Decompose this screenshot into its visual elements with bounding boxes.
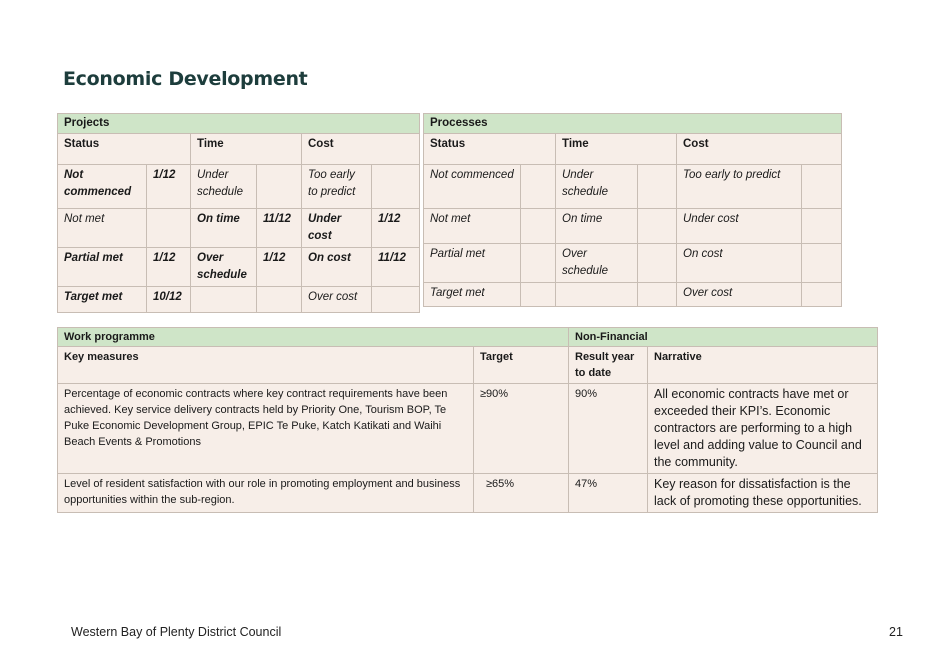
processes-col-status: Status <box>424 134 556 165</box>
status-cell: Not commenced <box>58 165 147 209</box>
status-cell: Not met <box>424 209 521 244</box>
status-count <box>521 283 556 307</box>
status-count <box>521 165 556 209</box>
measure-cell: Percentage of economic contracts where key contract requirements have been achieved. Key service delivery contracts held by Priority One, Tourism BOP, Te Puke Economic Development Group, EPIC Te Puke, Katch Katikati and Waihi Beach Events & Promotions <box>58 384 474 474</box>
projects-col-time: Time <box>191 134 302 165</box>
cost-cell: On cost <box>677 244 802 283</box>
time-count <box>257 287 302 313</box>
cost-cell: Under cost <box>677 209 802 244</box>
processes-header: Processes <box>424 114 842 134</box>
cost-count <box>802 244 842 283</box>
status-count: 10/12 <box>147 287 191 313</box>
status-count <box>147 209 191 248</box>
time-cell: Over schedule <box>556 244 638 283</box>
time-count <box>257 165 302 209</box>
footer-page-number: 21 <box>889 625 903 639</box>
cost-cell: On cost <box>302 248 372 287</box>
col-narrative: Narrative <box>648 347 878 384</box>
non-financial-header: Non-Financial <box>569 328 878 347</box>
work-programme-table <box>57 327 878 513</box>
table-row <box>424 244 842 283</box>
status-cell: Target met <box>424 283 521 307</box>
status-count: 1/12 <box>147 248 191 287</box>
time-cell: On time <box>191 209 257 248</box>
cost-count <box>372 165 420 209</box>
col-target: Target <box>474 347 569 384</box>
target-cell: ≥65% <box>474 474 569 513</box>
work-programme-header: Work programme <box>58 328 569 347</box>
projects-col-cost: Cost <box>302 134 420 165</box>
time-count: 1/12 <box>257 248 302 287</box>
footer-organisation: Western Bay of Plenty District Council <box>71 625 282 639</box>
table-row <box>58 209 420 248</box>
cost-cell: Too early to predict <box>677 165 802 209</box>
col-key-measures: Key measures <box>58 347 474 384</box>
cost-count <box>802 283 842 307</box>
time-cell <box>556 283 638 307</box>
projects-header: Projects <box>58 114 420 134</box>
table-row <box>424 209 842 244</box>
cost-count: 1/12 <box>372 209 420 248</box>
cost-cell: Too early to predict <box>302 165 372 209</box>
status-count: 1/12 <box>147 165 191 209</box>
result-cell: 47% <box>569 474 648 513</box>
cost-count <box>802 165 842 209</box>
cost-count <box>372 287 420 313</box>
cost-count: 11/12 <box>372 248 420 287</box>
time-count <box>638 244 677 283</box>
cost-count <box>802 209 842 244</box>
table-row <box>424 165 842 209</box>
time-cell: Under schedule <box>556 165 638 209</box>
projects-table <box>57 113 420 313</box>
measure-cell: Level of resident satisfaction with our role in promoting employment and business opportunities within the sub-region. <box>58 474 474 513</box>
time-cell: On time <box>556 209 638 244</box>
cost-cell: Under cost <box>302 209 372 248</box>
cost-cell: Over cost <box>302 287 372 313</box>
processes-col-time: Time <box>556 134 677 165</box>
time-count: 11/12 <box>257 209 302 248</box>
table-row <box>58 384 878 474</box>
status-cell: Not met <box>58 209 147 248</box>
projects-col-status: Status <box>58 134 191 165</box>
narrative-cell: Key reason for dissatisfaction is the lack of promoting these opportunities. <box>648 474 878 513</box>
table-row <box>424 283 842 307</box>
time-cell <box>191 287 257 313</box>
time-cell: Under schedule <box>191 165 257 209</box>
table-row <box>58 165 420 209</box>
status-cell: Partial met <box>58 248 147 287</box>
processes-table <box>423 113 842 307</box>
table-row <box>58 474 878 513</box>
status-cell: Target met <box>58 287 147 313</box>
time-count <box>638 209 677 244</box>
status-count <box>521 209 556 244</box>
status-count <box>521 244 556 283</box>
narrative-cell: All economic contracts have met or exceeded their KPI’s. Economic contractors are performing to a high level and adding value to Council and the community. <box>648 384 878 474</box>
processes-col-cost: Cost <box>677 134 842 165</box>
time-count <box>638 165 677 209</box>
status-cell: Not commenced <box>424 165 521 209</box>
col-result: Result year to date <box>569 347 648 384</box>
status-cell: Partial met <box>424 244 521 283</box>
cost-cell: Over cost <box>677 283 802 307</box>
result-cell: 90% <box>569 384 648 474</box>
table-row <box>58 287 420 313</box>
page-title: Economic Development <box>63 68 308 90</box>
time-count <box>638 283 677 307</box>
table-row <box>58 248 420 287</box>
time-cell: Over schedule <box>191 248 257 287</box>
target-cell: ≥90% <box>474 384 569 474</box>
